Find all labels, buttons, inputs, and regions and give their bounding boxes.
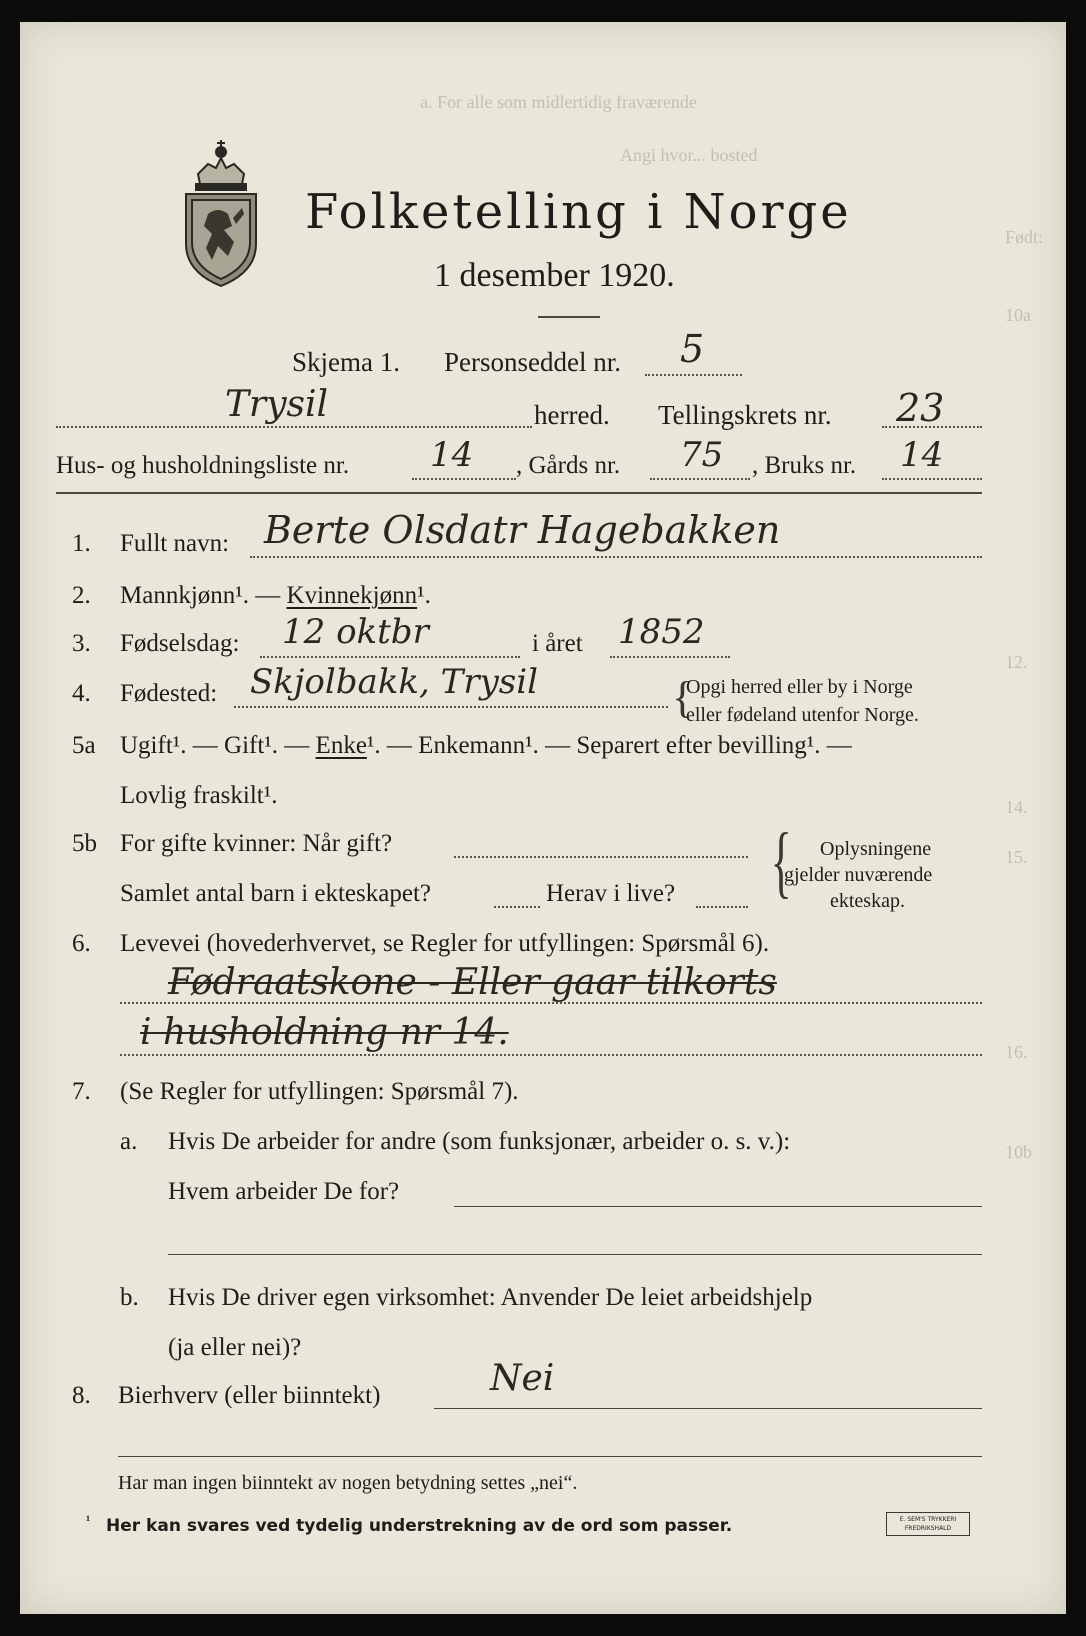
- q4-note-2: eller fødeland utenfor Norge.: [686, 704, 919, 726]
- q1-value: Berte Olsdatr Hagebakken: [264, 508, 781, 552]
- bruks-line: [882, 478, 982, 480]
- bleed-through-8: 15.: [1005, 847, 1028, 867]
- q4-label: Fødested:: [120, 680, 218, 707]
- bleed-through-2: Angi hvor... bosted: [620, 145, 758, 165]
- section-divider: [56, 492, 982, 494]
- q7a-label-2: Hvem arbeider De for?: [168, 1178, 400, 1205]
- hus-value: 14: [430, 435, 474, 475]
- hus-line: [412, 478, 516, 480]
- q5b-bracket: {: [770, 818, 792, 906]
- q3-number: 3.: [72, 630, 91, 657]
- printer-stamp: [886, 1512, 970, 1536]
- q5b-label-2: Samlet antal barn i ekteskapet?: [120, 880, 431, 907]
- footer-note: Har man ingen biinntekt av nogen betydning settes „nei“.: [118, 1472, 578, 1494]
- bleed-through-4: 10a: [1005, 305, 1031, 325]
- bruks-label: , Bruks nr.: [752, 452, 857, 479]
- q2-female-sup: ¹.: [417, 582, 431, 609]
- q3-line: [260, 656, 520, 658]
- schema-label: Skjema 1.: [292, 347, 400, 377]
- bleed-through-9: 16.: [1005, 1042, 1028, 1062]
- q7-label: (Se Regler for utfyllingen: Spørsmål 7).: [120, 1078, 519, 1105]
- q5a-number: 5a: [72, 732, 96, 759]
- q8-number: 8.: [72, 1382, 91, 1409]
- personseddel-line: [645, 374, 742, 376]
- q2-number: 2.: [72, 582, 91, 609]
- q5b-line-1: [454, 856, 748, 858]
- census-form: [20, 22, 1066, 1614]
- q6-label: Levevei (hovederhvervet, se Regler for utfyllingen: Spørsmål 6).: [120, 930, 770, 957]
- bleed-through-3: Født:: [1005, 227, 1044, 247]
- q5a-widow-option: Enke: [315, 732, 367, 759]
- q7-number: 7.: [72, 1078, 91, 1105]
- q5a-opt-a: Ugift¹. — Gift¹. —: [120, 732, 316, 759]
- q6-value-2: i husholdning nr 14.: [140, 1012, 509, 1053]
- bruks-value: 14: [900, 435, 944, 475]
- q5a-options: [120, 732, 852, 760]
- q5b-note-3: ekteskap.: [830, 890, 905, 912]
- q2-male-option: Mannkjønn¹. —: [120, 582, 287, 609]
- gards-line: [650, 478, 750, 480]
- bleed-through-5: 10b: [1005, 1142, 1032, 1162]
- q4-note-1: Opgi herred eller by i Norge: [686, 676, 913, 698]
- form-date: 1 desember 1920.: [434, 257, 675, 294]
- printer-city: FREDRIKSHALD: [904, 1525, 952, 1532]
- q4-number: 4.: [72, 680, 91, 707]
- q5a-options-2: Lovlig fraskilt¹.: [120, 782, 278, 809]
- tellingskrets-label: Tellingskrets nr.: [658, 400, 832, 430]
- q3-value: 12 oktbr: [282, 612, 429, 652]
- tellingskrets-value: 23: [896, 386, 945, 430]
- q8-label: Bierhverv (eller biinntekt): [118, 1382, 381, 1409]
- bleed-through-7: 14.: [1005, 797, 1028, 817]
- hus-label: Hus- og husholdningsliste nr.: [56, 452, 350, 479]
- norwegian-coat-of-arms-icon: [178, 134, 264, 288]
- q7b-number: b.: [120, 1284, 139, 1311]
- herred-value: Trysil: [225, 384, 329, 425]
- q5b-note-1: Oplysningene: [820, 838, 932, 860]
- q5b-label-1: For gifte kvinner: Når gift?: [120, 830, 393, 857]
- form-title: Folketelling i Norge: [305, 184, 852, 240]
- personseddel-label: Personseddel nr.: [444, 347, 621, 377]
- personseddel-value: 5: [680, 327, 705, 371]
- gards-label: , Gårds nr.: [516, 452, 621, 479]
- bleed-through-1: a. For alle som midlertidig fraværende: [420, 92, 697, 112]
- q5a-opt-c: ¹. — Enkemann¹. — Separert efter bevilling¹. —: [366, 732, 852, 759]
- bleed-through-6: 12.: [1005, 652, 1028, 672]
- q7b-label-1: Hvis De driver egen virksomhet: Anvender De leiet arbeidshjelp: [168, 1284, 813, 1311]
- q4-value: Skjolbakk, Trysil: [250, 662, 538, 702]
- q7b-label-2: (ja eller nei)?: [168, 1334, 302, 1361]
- q8-value: Nei: [490, 1358, 555, 1399]
- q6-line-2: [120, 1054, 982, 1056]
- q6-number: 6.: [72, 930, 91, 957]
- q5b-number: 5b: [72, 830, 97, 857]
- q4-bracket: {: [672, 673, 694, 722]
- q3-year-label: i året: [532, 630, 583, 657]
- q7a-line-2: [168, 1254, 982, 1255]
- q1-label: Fullt navn:: [120, 530, 230, 557]
- herred-line: [56, 426, 532, 428]
- q4-line: [234, 706, 668, 708]
- q2-options: [120, 582, 431, 610]
- q8-line-1: [434, 1408, 982, 1409]
- q1-line: [250, 556, 982, 558]
- q8-line-2: [118, 1456, 982, 1457]
- q6-value-1: Fødraatskone - Eller gaar tilkorts: [168, 962, 777, 1003]
- gards-value: 75: [680, 435, 724, 475]
- q7a-label-1: Hvis De arbeider for andre (som funksjonær, arbeider o. s. v.):: [168, 1128, 791, 1155]
- q3-year-value: 1852: [618, 612, 705, 652]
- q2-female-option: Kvinnekjønn: [286, 582, 418, 609]
- q5b-line-2: [494, 906, 540, 908]
- q5b-line-3: [696, 906, 748, 908]
- q3-label: Fødselsdag:: [120, 630, 240, 657]
- footnote-text: Her kan svares ved tydelig understrekning av de ord som passer.: [106, 1516, 733, 1536]
- q1-number: 1.: [72, 530, 91, 557]
- title-divider: [538, 316, 600, 318]
- footnote-mark: ¹: [86, 1514, 91, 1529]
- q7a-line-1: [454, 1206, 982, 1207]
- q5b-label-3: Herav i live?: [546, 880, 676, 907]
- q3-year-line: [610, 656, 730, 658]
- printer-name: E. SEM'S TRYKKERI: [899, 1516, 957, 1523]
- q7a-number: a.: [120, 1128, 138, 1155]
- q5b-note-2: gjelder nuværende: [784, 864, 933, 886]
- herred-label: herred.: [534, 400, 610, 430]
